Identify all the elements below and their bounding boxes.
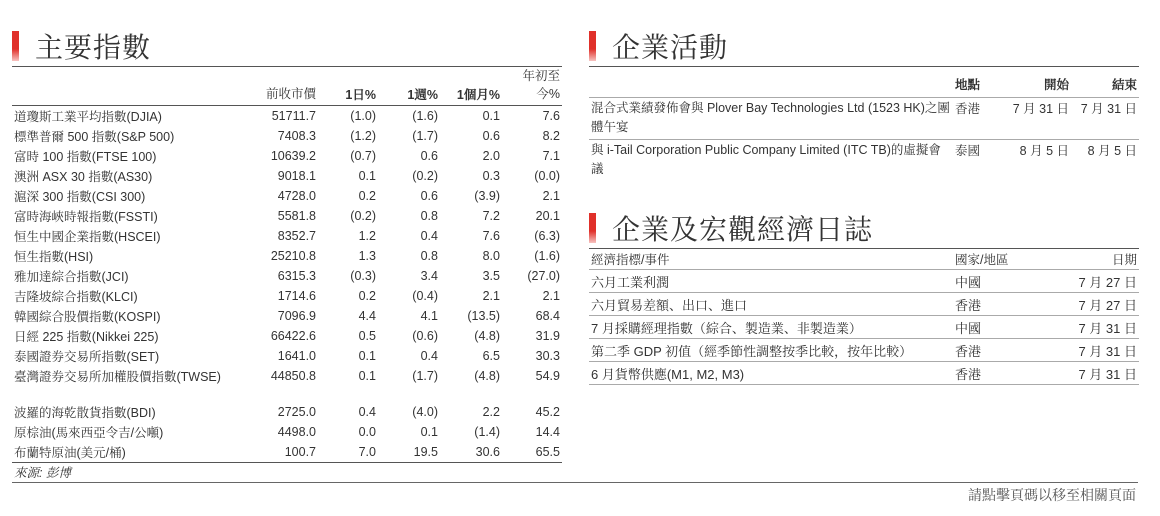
index-name: 泰國證券交易所指數(SET) [14,350,160,364]
index-1d: 1.3 [358,249,376,263]
index-ytd: 20.1 [535,209,560,223]
index-1w: 3.4 [420,269,438,283]
index-row [12,206,562,226]
index-1m: (4.8) [474,369,500,383]
calendar-event: 7 月採購經理指數（綜合、製造業、非製造業） [589,316,953,339]
indices-header-1m: 1個月% [440,67,502,106]
index-1m: (4.8) [474,329,500,343]
index-close: 6315.3 [277,269,316,283]
calendar-country: 中國 [953,270,1053,293]
index-1w: (1.6) [412,109,438,123]
calendar-date: 7 月 31 日 [1053,339,1139,362]
index-ytd: 30.3 [535,349,560,363]
index-1w: 0.8 [420,209,438,223]
activities-header-location: 地點 [953,67,1005,98]
activity-row [589,140,1139,182]
calendar-date: 7 月 27 日 [1053,270,1139,293]
index-ytd: 2.1 [542,189,560,203]
index-1d: (0.7) [350,149,376,163]
index-1d: (1.2) [350,129,376,143]
index-close: 4728.0 [277,189,316,203]
calendar-date: 7 月 27 日 [1053,293,1139,316]
index-ytd: 54.9 [535,369,560,383]
index-ytd: 7.1 [542,149,560,163]
calendar-header-country: 國家/地區 [953,249,1053,270]
index-1m: (13.5) [467,309,500,323]
index-name: 富時海峽時報指數(FSSTI) [14,210,158,224]
index-1m: 2.0 [482,149,500,163]
index-1m: 2.1 [482,289,500,303]
index-1w: 0.1 [420,425,438,439]
index-1w: (0.2) [412,169,438,183]
calendar-table [589,248,1139,385]
index-row [12,326,562,346]
index-1d: 7.0 [358,445,376,459]
index-1m: 0.6 [482,129,500,143]
calendar-country: 中國 [953,316,1053,339]
activities-title: 企業活動 [612,31,729,64]
indices-header-name [12,67,252,106]
title-accent-bar [12,31,19,61]
index-name: 雅加達綜合指數(JCI) [14,270,129,284]
index-ytd: 8.2 [542,129,560,143]
index-ytd: (27.0) [527,269,560,283]
calendar-event: 六月工業利潤 [589,270,953,293]
index-close: 4498.0 [277,425,316,439]
index-1m: 3.5 [482,269,500,283]
index-1w: 4.1 [420,309,438,323]
index-1d: 0.2 [358,289,376,303]
index-row [12,166,562,186]
index-ytd: 31.9 [535,329,560,343]
calendar-header-event: 經濟指標/事件 [589,249,953,270]
index-close: 51711.7 [271,109,316,123]
index-close: 100.7 [284,445,316,459]
indices-header-ytd: 年初至今% [502,67,562,106]
calendar-row [589,362,1139,385]
index-name: 道瓊斯工業平均指數(DJIA) [14,110,162,124]
index-close: 7408.3 [277,129,316,143]
index-name: 標準普爾 500 指數(S&P 500) [14,130,175,144]
index-1w: 19.5 [413,445,438,459]
index-1d: (0.3) [350,269,376,283]
index-close: 2725.0 [277,405,316,419]
index-close: 7096.9 [277,309,316,323]
calendar-country: 香港 [953,293,1053,316]
indices-section-title [12,26,151,66]
index-1w: (1.7) [412,369,438,383]
activities-header-row [589,67,1139,98]
index-1d: 4.4 [358,309,376,323]
calendar-event: 六月貿易差額、出口、進口 [589,293,953,316]
index-name: 滬深 300 指數(CSI 300) [14,190,146,204]
calendar-row [589,316,1139,339]
index-1m: 7.2 [482,209,500,223]
activities-section-title [589,26,728,66]
index-1m: (1.4) [474,425,500,439]
index-ytd: 65.5 [535,445,560,459]
index-close: 5581.8 [277,209,316,223]
footer-note: 請點擊頁碼以移至相關頁面 [968,488,1136,504]
indices-header-1d: 1日% [318,67,378,106]
calendar-row [589,293,1139,316]
activity-end: 8 月 5 日 [1071,140,1139,182]
indices-header-row [12,67,562,106]
index-row [12,286,562,306]
index-1m: (3.9) [474,189,500,203]
activities-header-start: 開始 [1005,67,1071,98]
calendar-row [589,339,1139,362]
commodity-row [12,422,562,442]
index-1w: 0.6 [420,149,438,163]
index-1d: 0.1 [358,349,376,363]
activity-start: 7 月 31 日 [1005,98,1071,140]
calendar-date: 7 月 31 日 [1053,316,1139,339]
calendar-section-title [589,208,873,248]
index-close: 1641.0 [277,349,316,363]
index-1m: 30.6 [475,445,500,459]
indices-title: 主要指數 [35,31,152,64]
index-1m: 0.1 [482,109,500,123]
activity-row [589,98,1139,140]
index-1d: 0.4 [358,405,376,419]
index-1w: (0.6) [412,329,438,343]
activity-end: 7 月 31 日 [1071,98,1139,140]
source-row [12,463,562,482]
index-row [12,226,562,246]
index-1w: 0.8 [420,249,438,263]
index-name: 澳洲 ASX 30 指數(AS30) [14,170,153,184]
commodity-row [12,442,562,463]
commodity-row [12,402,562,422]
index-ytd: 45.2 [535,405,560,419]
index-1d: 1.2 [358,229,376,243]
index-1m: 7.6 [482,229,500,243]
index-name: 吉隆坡綜合指數(KLCI) [14,290,138,304]
index-1d: (1.0) [350,109,376,123]
index-close: 1714.6 [277,289,316,303]
activity-location: 泰國 [953,140,1005,182]
index-row [12,306,562,326]
index-name: 日經 225 指數(Nikkei 225) [14,330,159,344]
index-name: 恒生指數(HSI) [14,250,94,264]
index-1d: 0.1 [358,369,376,383]
index-1d: 0.0 [358,425,376,439]
index-row [12,346,562,366]
index-1w: 0.4 [420,229,438,243]
index-1w: 0.6 [420,189,438,203]
indices-table [12,66,562,481]
index-1d: (0.2) [350,209,376,223]
index-name: 富時 100 指數(FTSE 100) [14,150,157,164]
index-row [12,106,562,127]
title-accent-bar [589,213,596,243]
index-1m: 8.0 [482,249,500,263]
index-ytd: (1.6) [534,249,560,263]
index-close: 10639.2 [270,149,316,163]
index-close: 8352.7 [277,229,316,243]
index-1m: 0.3 [482,169,500,183]
index-ytd: (0.0) [534,169,560,183]
index-name: 恒生中國企業指數(HSCEI) [14,230,161,244]
index-close: 44850.8 [270,369,316,383]
calendar-country: 香港 [953,362,1053,385]
calendar-country: 香港 [953,339,1053,362]
index-row [12,186,562,206]
calendar-event: 第二季 GDP 初值（經季節性調整按季比較，按年比較） [589,339,953,362]
calendar-event: 6 月貨幣供應(M1, M2, M3) [589,362,953,385]
index-row [12,366,562,386]
index-name: 布蘭特原油(美元/桶) [14,446,126,460]
index-name: 波羅的海乾散貨指數(BDI) [14,406,156,420]
index-row [12,266,562,286]
index-close: 66422.6 [270,329,316,343]
index-ytd: (6.3) [534,229,560,243]
index-close: 9018.1 [277,169,316,183]
index-1w: (1.7) [412,129,438,143]
index-close: 25210.8 [270,249,316,263]
activities-header-end: 結束 [1071,67,1139,98]
index-row [12,146,562,166]
index-1m: 6.5 [482,349,500,363]
index-1w: (0.4) [412,289,438,303]
index-ytd: 2.1 [542,289,560,303]
activity-event: 混合式業績發佈會與 Plover Bay Technologies Ltd (1523 HK)之團體午宴 [589,98,953,140]
index-ytd: 14.4 [535,425,560,439]
index-1d: 0.1 [358,169,376,183]
index-name: 原棕油(馬來西亞令吉/公噸) [14,426,164,440]
index-ytd: 68.4 [535,309,560,323]
calendar-row [589,270,1139,293]
index-1w: 0.4 [420,349,438,363]
activities-table [589,66,1139,181]
calendar-date: 7 月 31 日 [1053,362,1139,385]
index-name: 臺灣證券交易所加權股價指數(TWSE) [14,370,221,384]
activity-start: 8 月 5 日 [1005,140,1071,182]
activities-header-event [589,67,953,98]
index-1w: (4.0) [412,405,438,419]
index-row [12,246,562,266]
footer-rule [12,482,1138,483]
index-1d: 0.5 [358,329,376,343]
indices-header-1w: 1週% [378,67,440,106]
index-1d: 0.2 [358,189,376,203]
source-text: 來源: 彭博 [12,463,562,482]
index-name: 韓國綜合股價指數(KOSPI) [14,310,161,324]
index-1m: 2.2 [482,405,500,419]
activity-location: 香港 [953,98,1005,140]
title-accent-bar [589,31,596,61]
activity-event: 與 i-Tail Corporation Public Company Limited (ITC TB)的虛擬會議 [589,140,953,182]
index-row [12,126,562,146]
calendar-title: 企業及宏觀經濟日誌 [612,213,874,246]
index-ytd: 7.6 [542,109,560,123]
calendar-header-date: 日期 [1053,249,1139,270]
indices-header-close: 前收市價 [252,67,318,106]
calendar-header-row [589,249,1139,270]
